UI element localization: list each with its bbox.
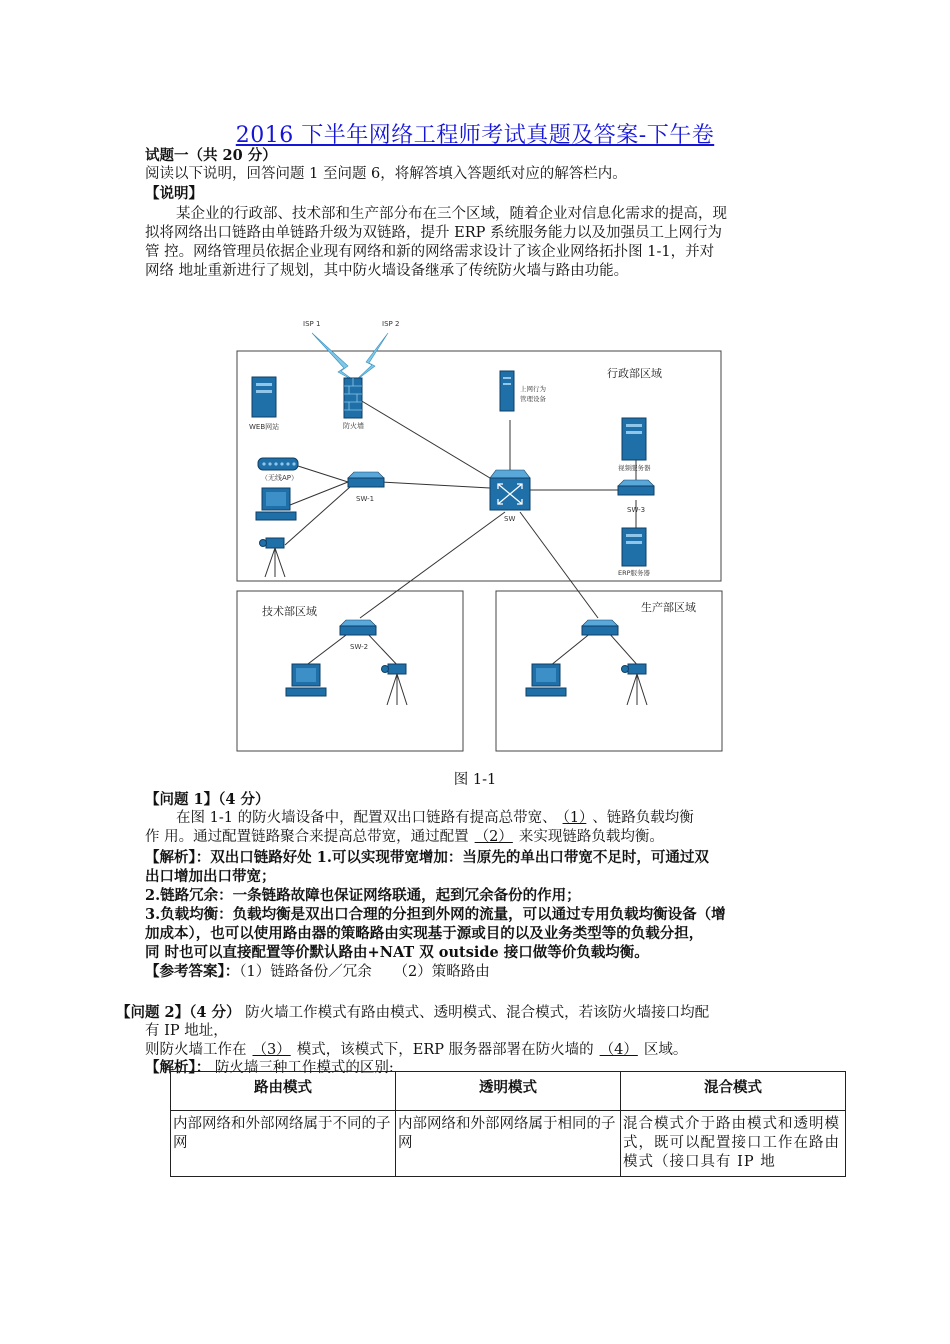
firewall-label: 防火墙	[343, 422, 364, 430]
analysis-line-6: 同 时也可以直接配置等价默认路由+NAT 双 outside 接口做等价负载均衡。	[145, 944, 649, 961]
web-server-label: WEB网站	[249, 423, 280, 431]
firewall-modes-table	[170, 1071, 846, 1177]
isp1-label: ISP 1	[303, 320, 321, 328]
firewall-icon	[344, 378, 362, 418]
table-row	[171, 1111, 846, 1177]
behavior-mgmt-device-icon	[500, 371, 514, 411]
camera-icon-tech	[382, 664, 408, 705]
table-header-routing: 路由模式	[171, 1072, 396, 1111]
behavior-mgmt-label-1: 上网行为	[520, 385, 546, 393]
camera-icon-admin	[260, 538, 286, 577]
blank-1: （1）	[562, 810, 587, 826]
prod-area-label: 生产部区域	[641, 601, 696, 614]
description-label: 【说明】	[145, 185, 203, 202]
blank-4: （4）	[599, 1042, 638, 1058]
description-line-2: 拟将网络出口链路由单链路升级为双链路，提升 ERP 系统服务能力以及加强员工上网行为	[145, 225, 722, 241]
isp2-label: ISP 2	[382, 320, 400, 328]
question-2-line-2: 有 IP 地址，	[145, 1023, 228, 1039]
table-cell-routing: 内部网络和外部网络属于不同的子网	[171, 1111, 396, 1177]
page-title[interactable]: 2016 下半年网络工程师考试真题及答案-下午卷	[235, 123, 715, 148]
question-2-title: 【问题 2】（4 分）	[116, 1004, 241, 1021]
prod-area-box	[496, 591, 722, 751]
blank-2: （2）	[474, 829, 513, 845]
figure-caption: 图 1-1	[453, 772, 497, 788]
sw3-label: SW-3	[627, 506, 646, 514]
pc-icon-admin	[256, 488, 296, 520]
question-1-line-2	[145, 828, 664, 847]
description-line-3: 管 控。网络管理员依据企业现有网络和新的网络需求设计了该企业网络拓扑图 1-1，并对	[145, 244, 715, 260]
question-2-line-1	[116, 1003, 709, 1023]
wireless-ap-label: （无线AP）	[261, 474, 299, 482]
table-cell-hybrid: 混合模式介于路由模式和透明模式，既可以配置接口工作在路由模式（接口具有 IP 地	[621, 1111, 846, 1177]
table-header-hybrid: 混合模式	[621, 1072, 846, 1111]
analysis-line-4: 3.负载均衡：负载均衡是双出口合理的分担到外网的流量，可以通过专用负载均衡设备（增	[145, 906, 726, 923]
q1-line1-text-b: 、链路负载均衡	[592, 810, 694, 826]
q2-analysis-label: 【解析】：	[145, 1059, 211, 1076]
table-header-row	[171, 1072, 846, 1111]
isp2-link-icon	[354, 333, 388, 382]
erp-server-icon	[622, 528, 646, 566]
switch-sw1-icon	[348, 472, 384, 487]
q1-line1-text-a: 在图 1-1 的防火墙设备中，配置双出口链路有提高总带宽、	[176, 810, 557, 826]
core-switch-icon	[490, 470, 530, 510]
question-1-title: 【问题 1】（4 分）	[145, 791, 270, 808]
q2-analysis-text: 防火墙三种工作模式的区别:	[214, 1060, 394, 1076]
q2-line1-text: 防火墙工作模式有路由模式、透明模式、混合模式，若该防火墙接口均配	[245, 1005, 710, 1021]
description-line-1: 某企业的行政部、技术部和生产部分布在三个区域，随着企业对信息化需求的提高，现	[176, 206, 727, 222]
admin-area-label: 行政部区域	[607, 367, 662, 380]
web-server-icon	[252, 377, 276, 417]
intro-text: 阅读以下说明，回答问题 1 至问题 6，将解答填入答题纸对应的解答栏内。	[145, 166, 627, 182]
erp-server-label: ERP服务器	[618, 569, 651, 577]
switch-sw3-icon	[618, 480, 654, 495]
camera-icon-prod	[622, 664, 648, 705]
table-header-transparent: 透明模式	[396, 1072, 621, 1111]
video-server-label: 视频服务器	[618, 464, 651, 472]
q1-line2-text-a: 作 用。通过配置链路聚合来提高总带宽，通过配置	[145, 829, 469, 845]
sw2-label: SW-2	[350, 643, 369, 651]
reference-answer	[145, 962, 490, 982]
sw1-label: SW-1	[356, 495, 375, 503]
analysis-line-5: 加成本），也可以使用路由器的策略路由实现基于源或目的以及业务类型等的负载分担，	[145, 925, 704, 942]
tech-area-label: 技术部区域	[262, 605, 317, 618]
answer-label: 【参考答案】：	[145, 963, 240, 980]
isp1-link-icon	[312, 333, 356, 382]
switch-prod-icon	[582, 620, 618, 635]
q2-line3-text-a: 则防火墙工作在	[145, 1042, 247, 1058]
switch-sw2-icon	[340, 620, 376, 635]
q2-line3-text-b: 模式，该模式下，ERP 服务器部署在防火墙的	[296, 1042, 594, 1058]
answer-text: （1）链路备份／冗余 （2）策略路由	[239, 964, 490, 980]
wireless-ap-icon	[258, 458, 298, 470]
video-server-icon	[622, 418, 646, 460]
analysis-line-2: 出口增加出口带宽；	[145, 868, 276, 885]
blank-3: （3）	[252, 1042, 291, 1058]
q2-line3-text-c: 区域。	[643, 1042, 688, 1058]
analysis-line-1: 【解析】：双出口链路好处 1.可以实现带宽增加：当原先的单出口带宽不足时，可通过双	[145, 849, 709, 866]
question-1-line-1	[176, 809, 694, 828]
pc-icon-prod	[526, 664, 566, 696]
core-switch-label: SW	[504, 515, 516, 523]
q1-line2-text-b: 来实现链路负载均衡。	[518, 829, 664, 845]
description-line-4: 网络 地址重新进行了规划，其中防火墙设备继承了传统防火墙与路由功能。	[145, 263, 629, 279]
question-1-header: 试题一（共 20 分）	[145, 147, 277, 164]
pc-icon-tech	[286, 664, 326, 696]
table-cell-transparent: 内部网络和外部网络属于相同的子网	[396, 1111, 621, 1177]
analysis-line-3: 2.链路冗余：一条链路故障也保证网络联通，起到冗余备份的作用；	[145, 887, 581, 904]
behavior-mgmt-label-2: 管理设备	[520, 395, 546, 403]
